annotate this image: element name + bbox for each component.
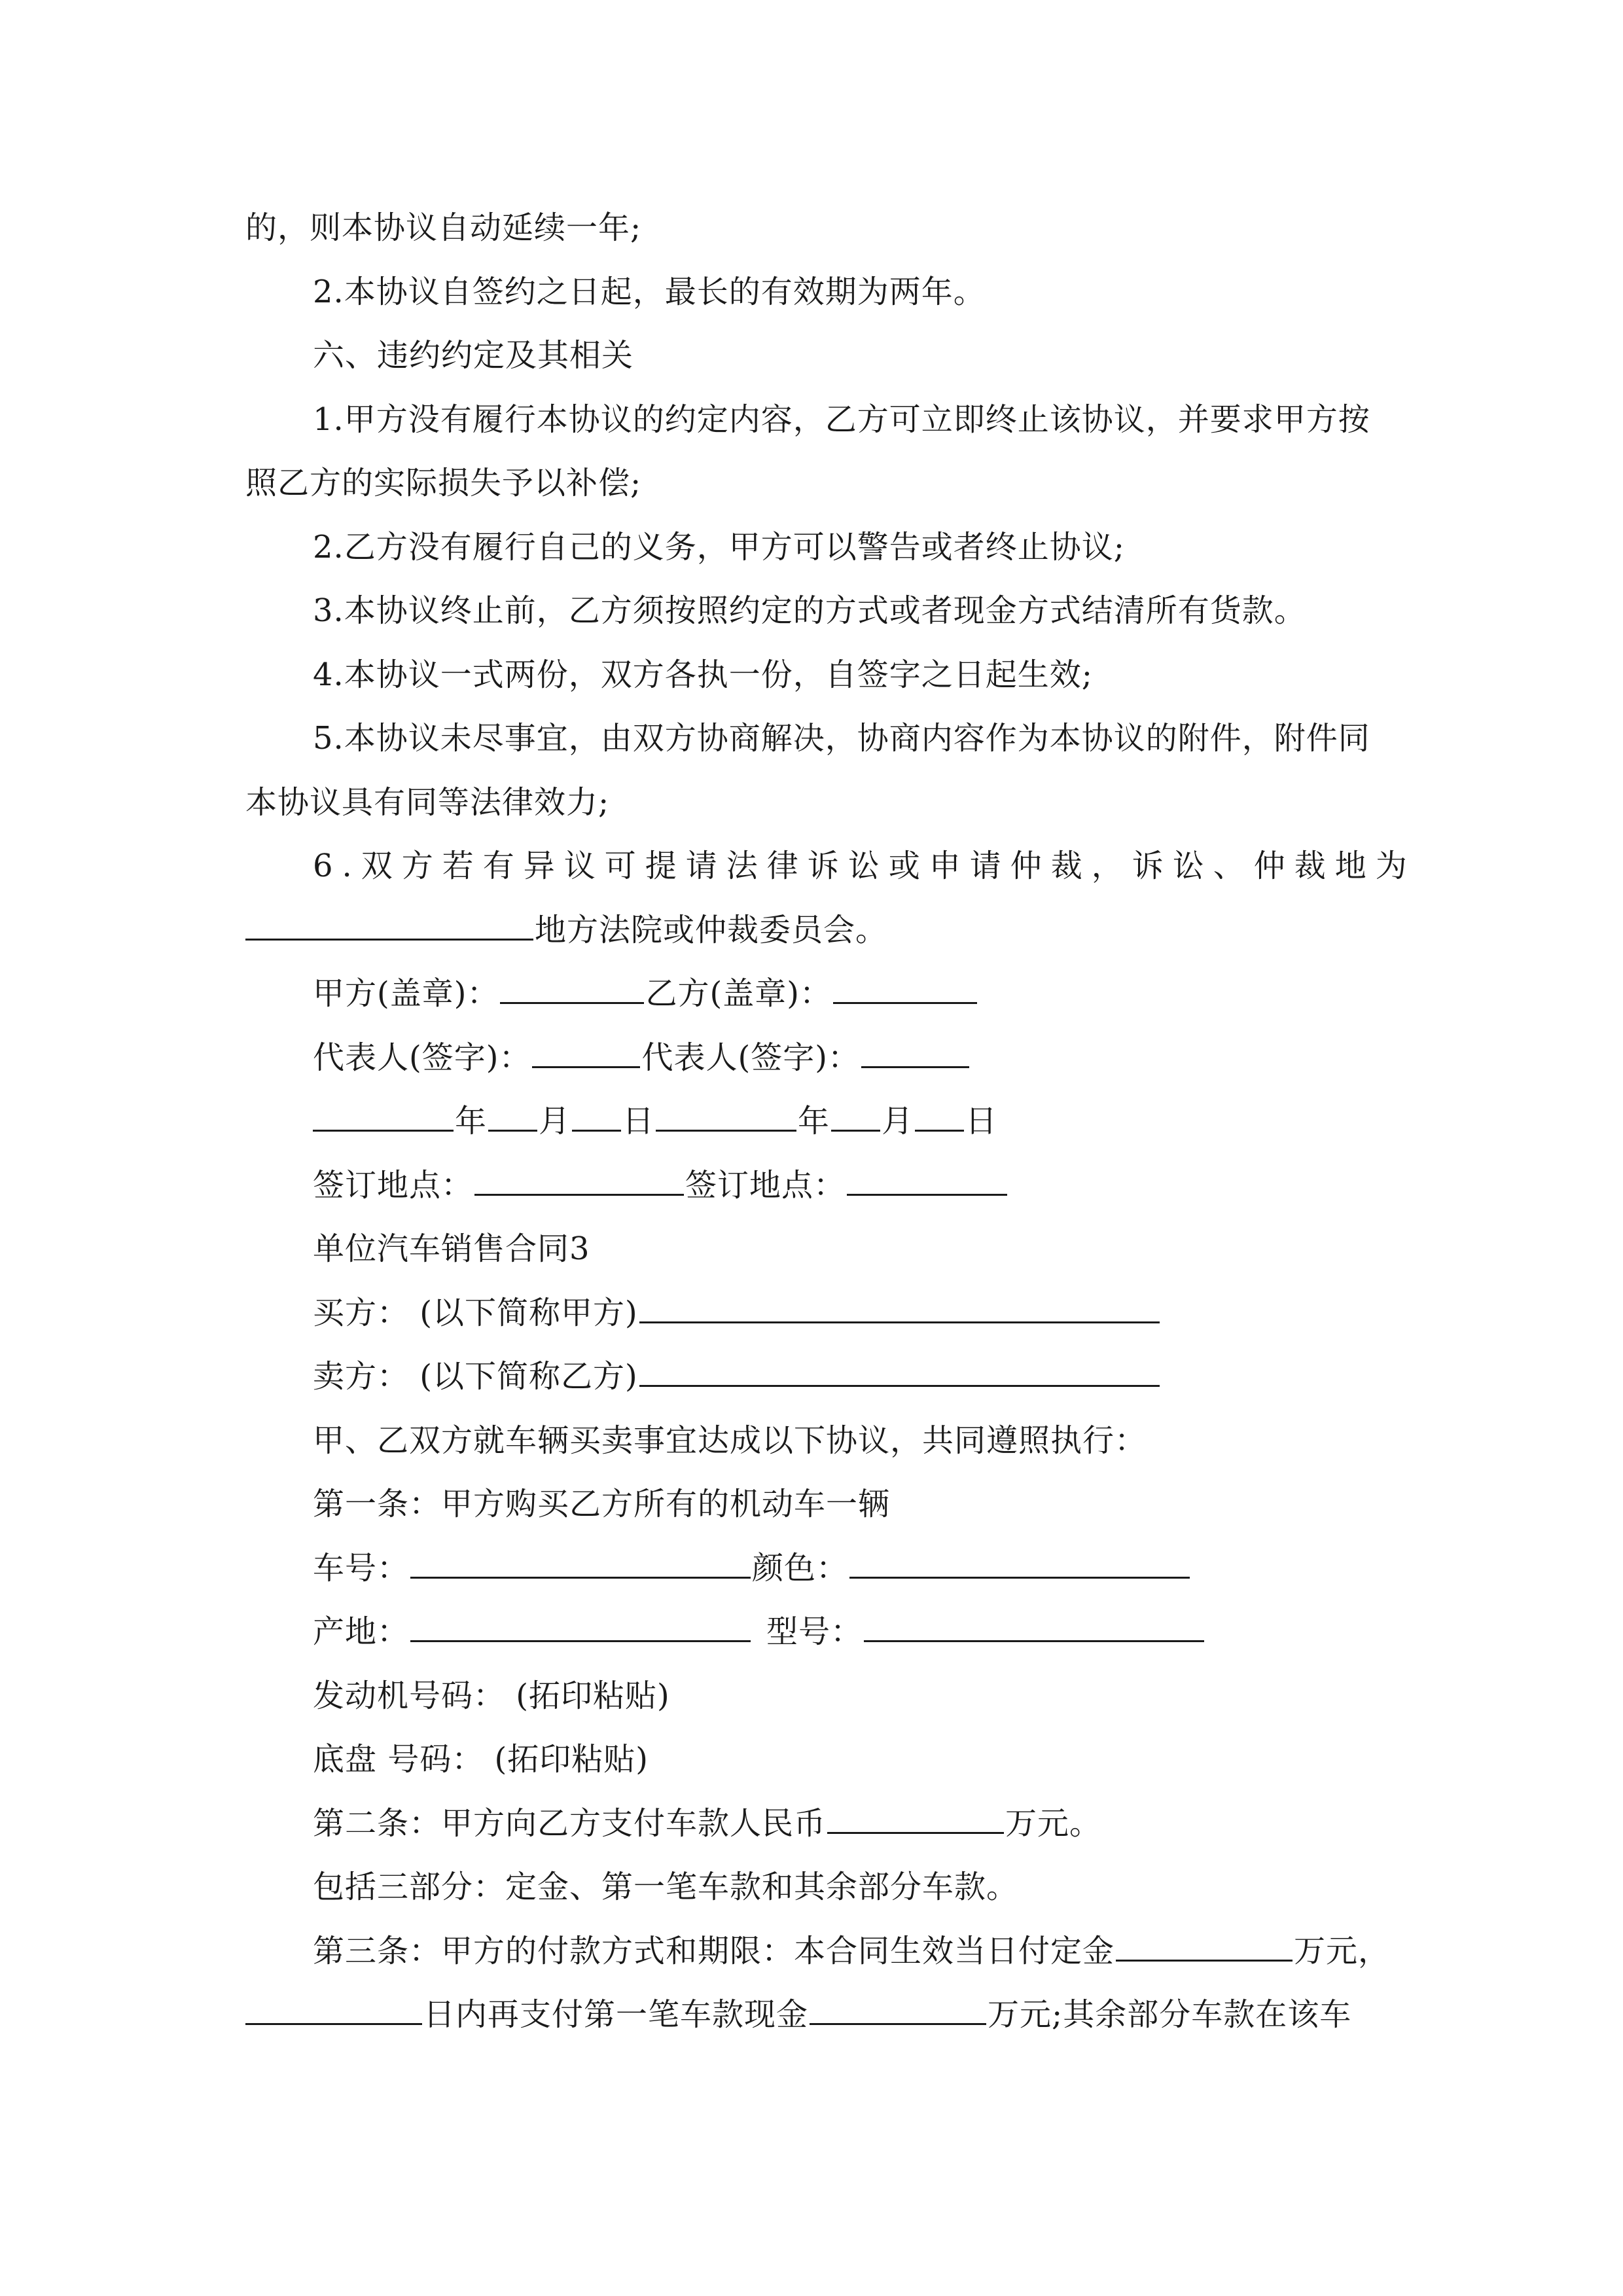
payment-line <box>313 1920 1390 1982</box>
plate-number-label: 车号： <box>313 1550 410 1587</box>
date-line <box>313 1090 997 1153</box>
seller-blank[interactable] <box>639 1347 1160 1387</box>
party-a-seal-blank[interactable] <box>500 964 644 1004</box>
text-line: 2.乙方没有履行自己的义务，甲方可以警告或者终止协议; <box>313 529 1125 565</box>
vehicle-info-line <box>313 1537 1191 1600</box>
origin-blank[interactable] <box>410 1602 751 1642</box>
text-line: 3.本协议终止前，乙方须按照约定的方式或者现金方式结清所有货款。 <box>313 592 1306 629</box>
day-blank[interactable] <box>572 1092 621 1132</box>
days-blank[interactable] <box>245 1985 422 2025</box>
plate-number-blank[interactable] <box>410 1539 751 1579</box>
vehicle-info-line <box>313 1600 1205 1663</box>
fill-blank[interactable] <box>245 901 533 941</box>
text-line: 5.本协议未尽事宜，由双方协商解决，协商内容作为本协议的附件，附件同 <box>313 720 1370 757</box>
amount-blank[interactable] <box>827 1794 1004 1834</box>
day-label: 日 <box>965 1103 998 1139</box>
model-blank[interactable] <box>864 1602 1204 1642</box>
text-line: 照乙方的实际损失予以补偿; <box>245 465 642 501</box>
year-blank[interactable] <box>313 1092 454 1132</box>
buyer-blank[interactable] <box>639 1283 1160 1323</box>
contract-title: 单位汽车销售合同3 <box>313 1230 590 1267</box>
text-segment: 地方法院或仲裁委员会。 <box>535 912 888 948</box>
year-label: 年 <box>798 1103 830 1139</box>
seller-label: 卖方： (以下简称乙方) <box>313 1358 638 1395</box>
text-line: 第一条：甲方购买乙方所有的机动车一辆 <box>313 1486 891 1522</box>
month-blank[interactable] <box>831 1092 880 1132</box>
year-blank[interactable] <box>656 1092 796 1132</box>
signature-line <box>313 1026 971 1089</box>
first-payment-blank[interactable] <box>810 1985 986 2025</box>
signing-place-label: 签订地点： <box>313 1167 474 1204</box>
deposit-blank[interactable] <box>1116 1922 1293 1962</box>
payment-line <box>245 1983 1351 2046</box>
color-blank[interactable] <box>849 1539 1190 1579</box>
month-label: 月 <box>882 1103 914 1139</box>
party-b-rep-blank[interactable] <box>861 1028 969 1068</box>
buyer-line <box>313 1282 1161 1344</box>
text-segment: 第二条：甲方向乙方支付车款人民币 <box>313 1805 827 1842</box>
color-label: 颜色： <box>752 1550 849 1587</box>
payment-line <box>313 1792 1101 1855</box>
party-a-seal-label: 甲方(盖章)： <box>313 975 499 1012</box>
text-line: 包括三部分：定金、第一笔车款和其余部分车款。 <box>313 1869 1019 1905</box>
seller-line <box>313 1345 1161 1408</box>
text-line: 甲、乙双方就车辆买卖事宜达成以下协议，共同遵照执行： <box>313 1422 1147 1459</box>
party-b-rep-label: 代表人(签字)： <box>641 1039 860 1076</box>
buyer-label: 买方： (以下简称甲方) <box>313 1295 638 1331</box>
text-segment: 万元;其余部分车款在该车 <box>988 1996 1352 2033</box>
signing-place-blank[interactable] <box>474 1156 684 1196</box>
month-label: 月 <box>539 1103 571 1139</box>
signing-place-label: 签订地点： <box>685 1167 846 1204</box>
text-segment: 日内再支付第一笔车款现金 <box>423 1996 809 2033</box>
text-line: 6.双方若有异议可提请法律诉讼或申请仲裁，诉讼、仲裁地为 <box>313 848 1416 884</box>
text-segment: 万元。 <box>1005 1805 1102 1842</box>
party-a-rep-blank[interactable] <box>532 1028 640 1068</box>
signing-place-line <box>313 1154 1008 1217</box>
text-line: 2.本协议自签约之日起，最长的有效期为两年。 <box>313 274 986 310</box>
party-b-seal-label: 乙方(盖章)： <box>645 975 832 1012</box>
text-line: 4.本协议一式两份，双方各执一份，自签字之日起生效; <box>313 656 1093 693</box>
signing-place-blank[interactable] <box>847 1156 1007 1196</box>
month-blank[interactable] <box>488 1092 537 1132</box>
origin-label: 产地： <box>313 1613 410 1650</box>
section-heading: 六、违约约定及其相关 <box>313 337 634 374</box>
party-a-rep-label: 代表人(签字)： <box>313 1039 531 1076</box>
day-label: 日 <box>622 1103 655 1139</box>
day-blank[interactable] <box>915 1092 964 1132</box>
text-line: 1.甲方没有履行本协议的约定内容，乙方可立即终止该协议，并要求甲方按 <box>313 401 1370 438</box>
text-line: 发动机号码： (拓印粘贴) <box>313 1677 670 1714</box>
text-line: 的，则本协议自动延续一年; <box>245 209 642 246</box>
signature-line <box>313 962 978 1025</box>
text-segment: 万元， <box>1294 1933 1391 1969</box>
text-line: 本协议具有同等法律效力; <box>245 784 610 821</box>
party-b-seal-blank[interactable] <box>833 964 977 1004</box>
text-segment: 第三条：甲方的付款方式和期限：本合同生效当日付定金 <box>313 1933 1115 1969</box>
text-line: 底盘 号码： (拓印粘贴) <box>313 1741 649 1778</box>
model-label: 型号： <box>766 1613 863 1650</box>
year-label: 年 <box>455 1103 488 1139</box>
text-line <box>245 899 887 961</box>
